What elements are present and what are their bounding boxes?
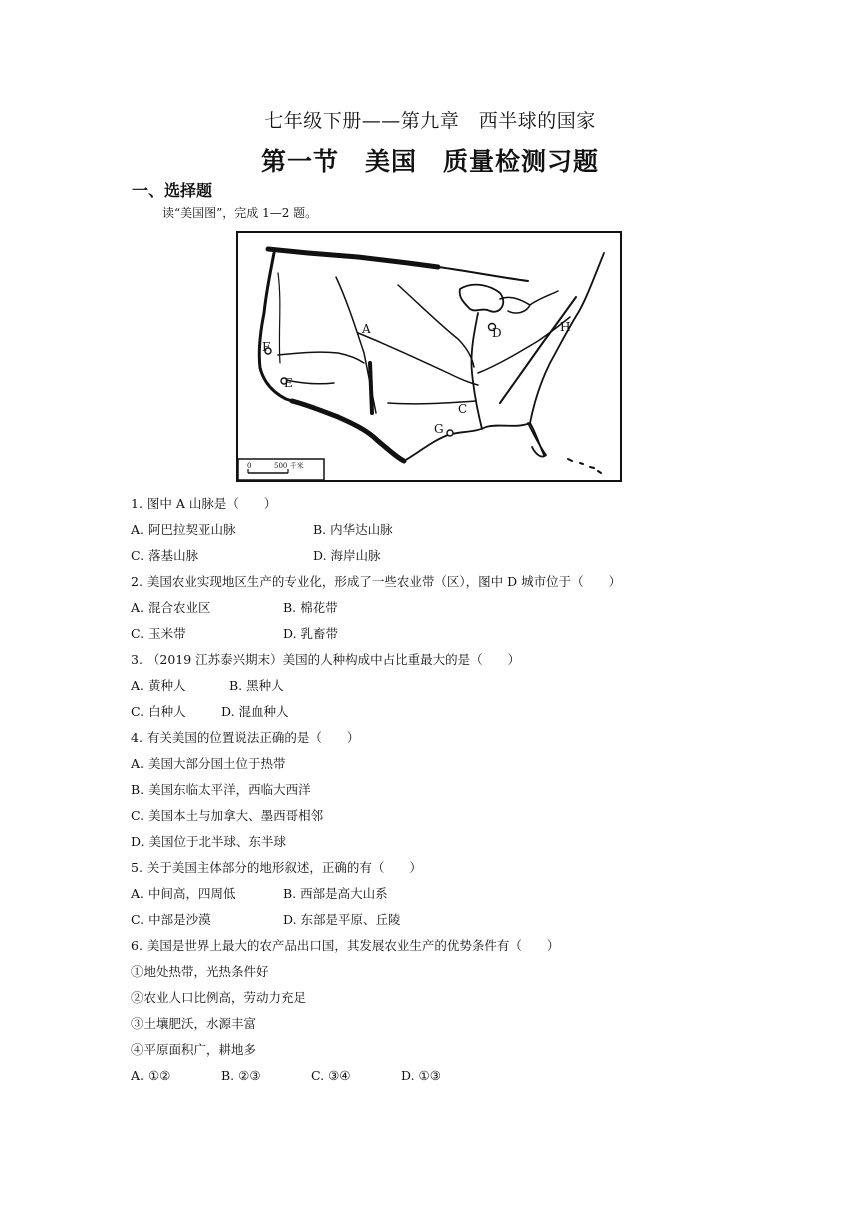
gulf-coast bbox=[404, 423, 544, 461]
islands bbox=[568, 459, 601, 473]
option: B. 黑种人 bbox=[229, 678, 284, 693]
question-stem: 4. 有关美国的位置说法正确的是（ ） bbox=[131, 730, 360, 745]
statement: ③土壤肥沃，水源丰富 bbox=[131, 1016, 257, 1031]
option-row bbox=[131, 1066, 751, 1092]
map-label-c: C bbox=[458, 402, 468, 416]
scale-bar bbox=[238, 459, 324, 480]
option: A. 黄种人 bbox=[131, 678, 186, 693]
question-stem: 2. 美国农业实现地区生产的专业化，形成了一些农业带（区），图中 D 城市位于（ ） bbox=[131, 574, 622, 589]
map-label-h: H bbox=[560, 320, 571, 334]
chapter-subtitle: 七年级下册——第九章 西半球的国家 bbox=[264, 110, 596, 132]
page-title: 第一节 美国 质量检测习题 bbox=[260, 147, 599, 176]
option: D. 乳畜带 bbox=[283, 626, 339, 641]
question-stem: 6. 美国是世界上最大的农产品出口国，其发展农业生产的优势条件有（ ） bbox=[131, 938, 560, 953]
option: D. ①③ bbox=[401, 1068, 441, 1083]
statement: ②农业人口比例高，劳动力充足 bbox=[131, 990, 307, 1005]
southern-border bbox=[292, 401, 404, 461]
question-stem: 5. 关于美国主体部分的地形叙述，正确的有（ ） bbox=[131, 860, 422, 875]
option: C. ③④ bbox=[311, 1068, 351, 1083]
option: B. 西部是高大山系 bbox=[283, 886, 388, 901]
option: B. 棉花带 bbox=[283, 600, 338, 615]
mississippi-river bbox=[471, 313, 482, 429]
option: D. 海岸山脉 bbox=[313, 548, 381, 563]
map-label-a: A bbox=[362, 322, 371, 336]
great-lakes bbox=[460, 285, 504, 312]
option-row bbox=[131, 910, 751, 936]
option: B. 美国东临太平洋，西临大西洋 bbox=[131, 782, 311, 797]
option: B. ②③ bbox=[221, 1068, 261, 1083]
scale-zero: 0 bbox=[247, 462, 252, 470]
option: D. 美国位于北半球、东半球 bbox=[131, 834, 287, 849]
usa-map-drawing bbox=[238, 233, 620, 480]
map-label-d: D bbox=[492, 326, 502, 340]
option: C. 玉米带 bbox=[131, 626, 186, 641]
map-label-g: G bbox=[434, 422, 444, 436]
option: C. 中部是沙漠 bbox=[131, 912, 211, 927]
option: A. 美国大部分国土位于热带 bbox=[131, 756, 286, 771]
question-list bbox=[131, 494, 751, 1092]
option: A. 混合农业区 bbox=[131, 600, 211, 615]
map-instruction: 读“美国图”，完成 1—2 题。 bbox=[162, 206, 318, 220]
map-label-e: E bbox=[284, 376, 293, 390]
northern-border bbox=[268, 249, 438, 267]
option: A. 中间高，四周低 bbox=[131, 886, 236, 901]
map-label-f: F bbox=[262, 340, 271, 354]
option: C. 白种人 bbox=[131, 704, 186, 719]
option: A. ①② bbox=[131, 1068, 171, 1083]
option-row bbox=[131, 598, 751, 624]
option-row bbox=[131, 676, 751, 702]
usa-map bbox=[236, 231, 622, 482]
option: C. 美国本土与加拿大、墨西哥相邻 bbox=[131, 808, 324, 823]
option-row bbox=[131, 884, 751, 910]
statement: ①地处热带，光热条件好 bbox=[131, 964, 269, 979]
scale-label: 500 千米 bbox=[274, 462, 304, 470]
option: B. 内华达山脉 bbox=[313, 522, 393, 537]
option: A. 阿巴拉契亚山脉 bbox=[131, 522, 236, 537]
section-heading: 一、选择题 bbox=[132, 181, 213, 200]
option-row bbox=[131, 520, 751, 546]
statement: ④平原面积广，耕地多 bbox=[131, 1042, 257, 1057]
option-row bbox=[131, 702, 751, 728]
option: C. 落基山脉 bbox=[131, 548, 199, 563]
option: D. 混血种人 bbox=[221, 704, 289, 719]
florida bbox=[528, 423, 546, 457]
question-stem: 1. 图中 A 山脉是（ ） bbox=[131, 496, 277, 511]
option-row bbox=[131, 546, 751, 572]
option: D. 东部是平原、丘陵 bbox=[283, 912, 401, 927]
option-row bbox=[131, 624, 751, 650]
city-g-point bbox=[447, 430, 453, 436]
question-stem: 3. （2019 江苏泰兴期末）美国的人种构成中占比重最大的是（ ） bbox=[131, 652, 521, 667]
